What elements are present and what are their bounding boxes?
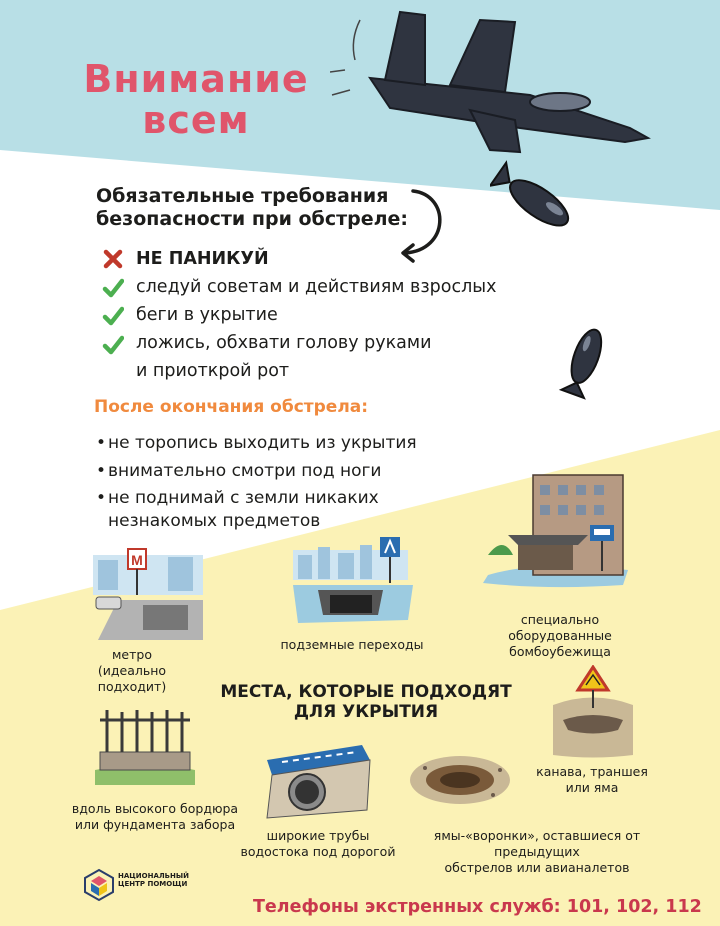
requirements-heading-line-2: безопасности при обстреле: xyxy=(96,208,408,230)
caption-fence xyxy=(70,801,240,833)
logo-line-1: НАЦИОНАЛЬНЫЙ xyxy=(118,872,189,880)
check-icon xyxy=(102,305,124,327)
after-item: • не поднимай с земли никаких xyxy=(96,488,379,508)
bomb-shelter-illustration xyxy=(478,465,638,590)
underpass-illustration xyxy=(288,535,418,630)
places-heading xyxy=(206,682,526,722)
logo-line-2: ЦЕНТР ПОМОЩИ xyxy=(118,880,188,888)
fighter-jet-icon xyxy=(330,0,660,160)
caption-fence-line-2: или фундамента забора xyxy=(74,817,236,832)
caption-shelter-line-2: бомбоубежища xyxy=(509,644,611,659)
after-heading: После окончания обстрела: xyxy=(94,397,369,417)
after-continuation: незнакомых предметов xyxy=(108,511,321,531)
bomb-icon xyxy=(555,320,615,400)
after-item: • внимательно смотри под ноги xyxy=(96,461,382,481)
caption-metro-line-2: (идеально подходит) xyxy=(97,663,167,694)
requirements-heading-line-1: Обязательные требования xyxy=(96,185,389,207)
logo-icon xyxy=(82,868,116,902)
check-icon xyxy=(102,277,124,299)
ditch-illustration xyxy=(548,665,638,760)
places-heading-line-1: МЕСТА, КОТОРЫЕ ПОДХОДЯТ xyxy=(220,682,512,702)
bomb-icon xyxy=(490,160,580,240)
pipes-illustration xyxy=(262,740,372,825)
after-item-text: не поднимай с земли никаких xyxy=(108,488,379,508)
requirements-heading xyxy=(96,185,416,231)
caption-pipes-line-1: широкие трубы xyxy=(266,828,370,843)
caption-craters-line-2: обстрелов или авианалетов xyxy=(444,860,630,875)
caption-shelter xyxy=(470,612,650,660)
caption-metro-line-1: метро xyxy=(112,647,152,662)
metro-illustration xyxy=(88,545,208,645)
after-item: • не торопись выходить из укрытия xyxy=(96,433,417,453)
caption-underpass: подземные переходы xyxy=(280,637,424,652)
title-line-2: всем xyxy=(142,98,250,142)
caption-pipes-line-2: водостока под дорогой xyxy=(240,844,396,859)
rule-item: ложись, обхвати голову руками xyxy=(136,333,432,353)
check-icon xyxy=(102,334,124,356)
rule-item: следуй советам и действиям взрослых xyxy=(136,277,497,297)
title-line-1: Внимание xyxy=(83,57,309,101)
caption-craters xyxy=(392,828,682,876)
caption-metro xyxy=(62,647,202,695)
logo-text xyxy=(118,872,198,888)
rule-item: беги в укрытие xyxy=(136,305,278,325)
caption-ditch xyxy=(532,764,652,796)
caption-ditch-line-1: канава, траншея xyxy=(536,764,648,779)
caption-ditch-line-2: или яма xyxy=(565,780,619,795)
after-item-text: внимательно смотри под ноги xyxy=(108,461,382,481)
emergency-phones: Телефоны экстренных служб: 101, 102, 112 xyxy=(253,897,702,917)
caption-fence-line-1: вдоль высокого бордюра xyxy=(71,801,239,816)
curved-arrow-icon xyxy=(395,185,455,265)
caption-pipes xyxy=(238,828,398,860)
rule-continuation: и приоткрой рот xyxy=(136,361,290,381)
crater-illustration xyxy=(405,740,520,810)
places-heading-line-2: ДЛЯ УКРЫТИЯ xyxy=(293,702,439,722)
metro-sign-letter: М xyxy=(131,552,143,568)
rule-item: НЕ ПАНИКУЙ xyxy=(136,249,269,269)
caption-shelter-line-1: специально оборудованные xyxy=(508,612,612,643)
caption-craters-line-1: ямы-«воронки», оставшиеся от предыдущих xyxy=(433,828,641,859)
after-item-text: не торопись выходить из укрытия xyxy=(108,433,417,453)
warning-sign-icon xyxy=(578,667,608,690)
cross-icon xyxy=(102,248,124,270)
fence-illustration xyxy=(95,700,195,785)
